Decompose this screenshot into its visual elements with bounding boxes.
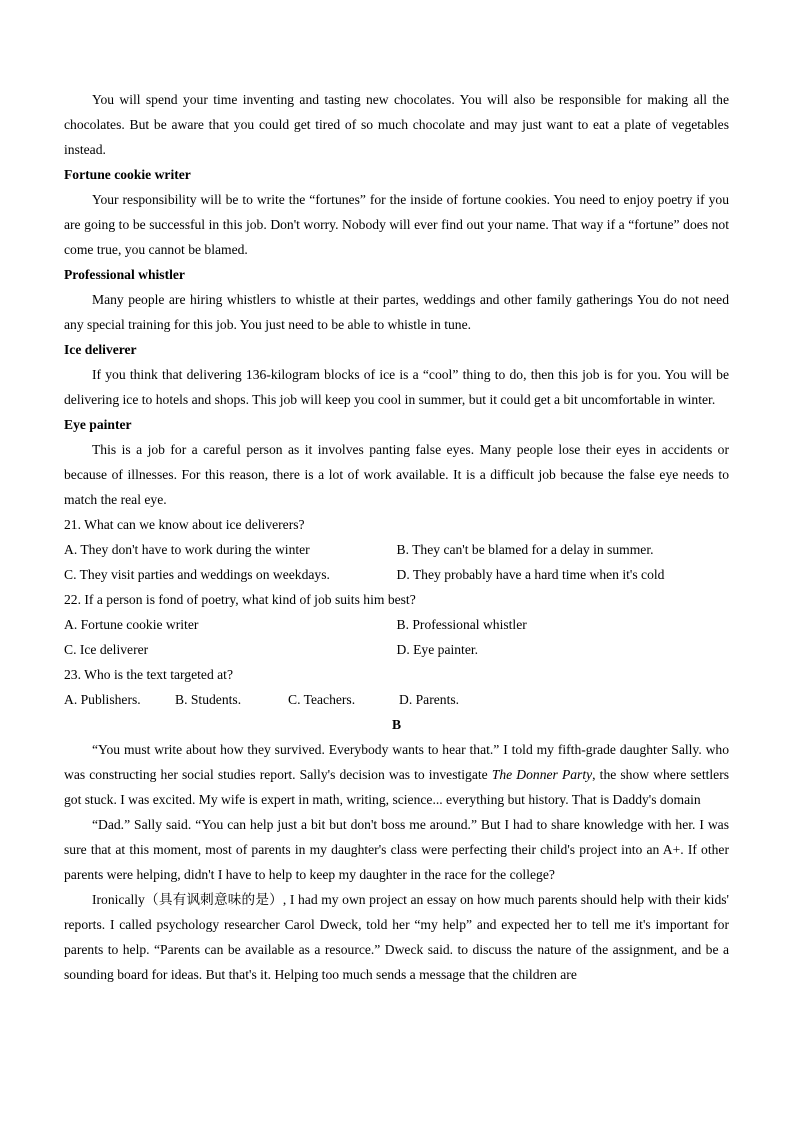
job-title-ice-deliverer: Ice deliverer	[64, 342, 137, 357]
job-text-professional-whistler: Many people are hiring whistlers to whistle at their partes, weddings and other family gatherings You do not need any special training for this job. You just need to be able to whistle in tune.	[64, 292, 729, 332]
question-21-option-c: C. They visit parties and weddings on weekdays.	[64, 567, 330, 582]
question-21-options-row-1	[64, 537, 729, 562]
question-23-option-d: D. Parents.	[399, 692, 460, 707]
question-21-option-d: D. They probably have a hard time when it's cold	[396, 567, 665, 582]
passage-b-paragraph-1	[64, 737, 729, 812]
passage-b-paragraph-3: Ironically（具有讽刺意味的是）, I had my own project an essay on how much parents should help with their kids' reports. I called psychology researcher Carol Dweck, told her “my help” and expected her to tell me it's important for parents to help. “Parents can be available as a resource.” Dweck said. to discuss the nature of the assignment, and be a sounding board for ideas. But that's it. Helping too much sends a message that the children are	[64, 892, 729, 982]
question-22-option-c: C. Ice deliverer	[64, 642, 149, 657]
passage-b-paragraph-2: “Dad.” Sally said. “You can help just a bit but don't boss me around.” But I had to share knowledge with her. I was sure that at this moment, most of parents in my daughter's class were perfecting their child's project into an A+. If other parents were helping, didn't I have to help to keep my daughter in the race for the college?	[64, 817, 729, 882]
question-23-option-a: A. Publishers.	[64, 692, 141, 707]
question-21-option-a: A. They don't have to work during the winter	[64, 542, 310, 557]
question-22-stem: 22. If a person is fond of poetry, what kind of job suits him best?	[64, 592, 416, 607]
question-21-stem: 21. What can we know about ice deliverers?	[64, 517, 305, 532]
question-23-stem: 23. Who is the text targeted at?	[64, 667, 233, 682]
intro-paragraph: You will spend your time inventing and tasting new chocolates. You will also be responsible for making all the chocolates. But be aware that you could get tired of so much chocolate and may just want to eat a plate of vegetables instead.	[64, 92, 729, 157]
question-21-options-row-2	[64, 562, 729, 587]
section-b-heading: B	[391, 717, 402, 732]
document-page	[64, 87, 729, 987]
job-text-fortune-cookie-writer: Your responsibility will be to write the “fortunes” for the inside of fortune cookies. You need to enjoy poetry if you are going to be successful in this job. Don't worry. Nobody will ever find out your name. That way if a “fortune” does not come true, you cannot be blamed.	[64, 192, 729, 257]
question-22-options-row-1	[64, 612, 729, 637]
job-title-eye-painter: Eye painter	[64, 417, 132, 432]
question-23-option-c: C. Teachers.	[288, 692, 356, 707]
passage-b-p1-before: “You must write about how they survived. Everybody wants to hear that.” I told my fifth-grade daughter Sally. who was constructing her social studies report. Sally's decision was to investigate	[64, 742, 729, 782]
question-22-option-b: B. Professional whistler	[396, 617, 527, 632]
job-text-eye-painter: This is a job for a careful person as it involves panting false eyes. Many people lose their eyes in accidents or because of illnesses. For this reason, there is a lot of work available. It is a difficult job because the false eye needs to match the real eye.	[64, 442, 729, 507]
job-text-ice-deliverer: If you think that delivering 136-kilogram blocks of ice is a “cool” thing to do, then this job is for you. You will be delivering ice to hotels and shops. This job will keep you cool in summer, but it could get a bit uncomfortable in winter.	[64, 367, 729, 407]
question-22-options-row-2	[64, 637, 729, 662]
question-23-option-b: B. Students.	[175, 692, 242, 707]
question-21-option-b: B. They can't be blamed for a delay in summer.	[396, 542, 654, 557]
job-title-fortune-cookie-writer: Fortune cookie writer	[64, 167, 191, 182]
show-title: The Donner Party	[491, 767, 593, 782]
job-title-professional-whistler: Professional whistler	[64, 267, 185, 282]
question-22-option-a: A. Fortune cookie writer	[64, 617, 199, 632]
question-23-options-row	[64, 687, 729, 712]
question-22-option-d: D. Eye painter.	[396, 642, 479, 657]
passage-b-p1-after: , the show where settlers got stuck. I was excited. My wife is expert in math, writing, science... everything but history. That is Daddy's domain	[64, 767, 730, 807]
